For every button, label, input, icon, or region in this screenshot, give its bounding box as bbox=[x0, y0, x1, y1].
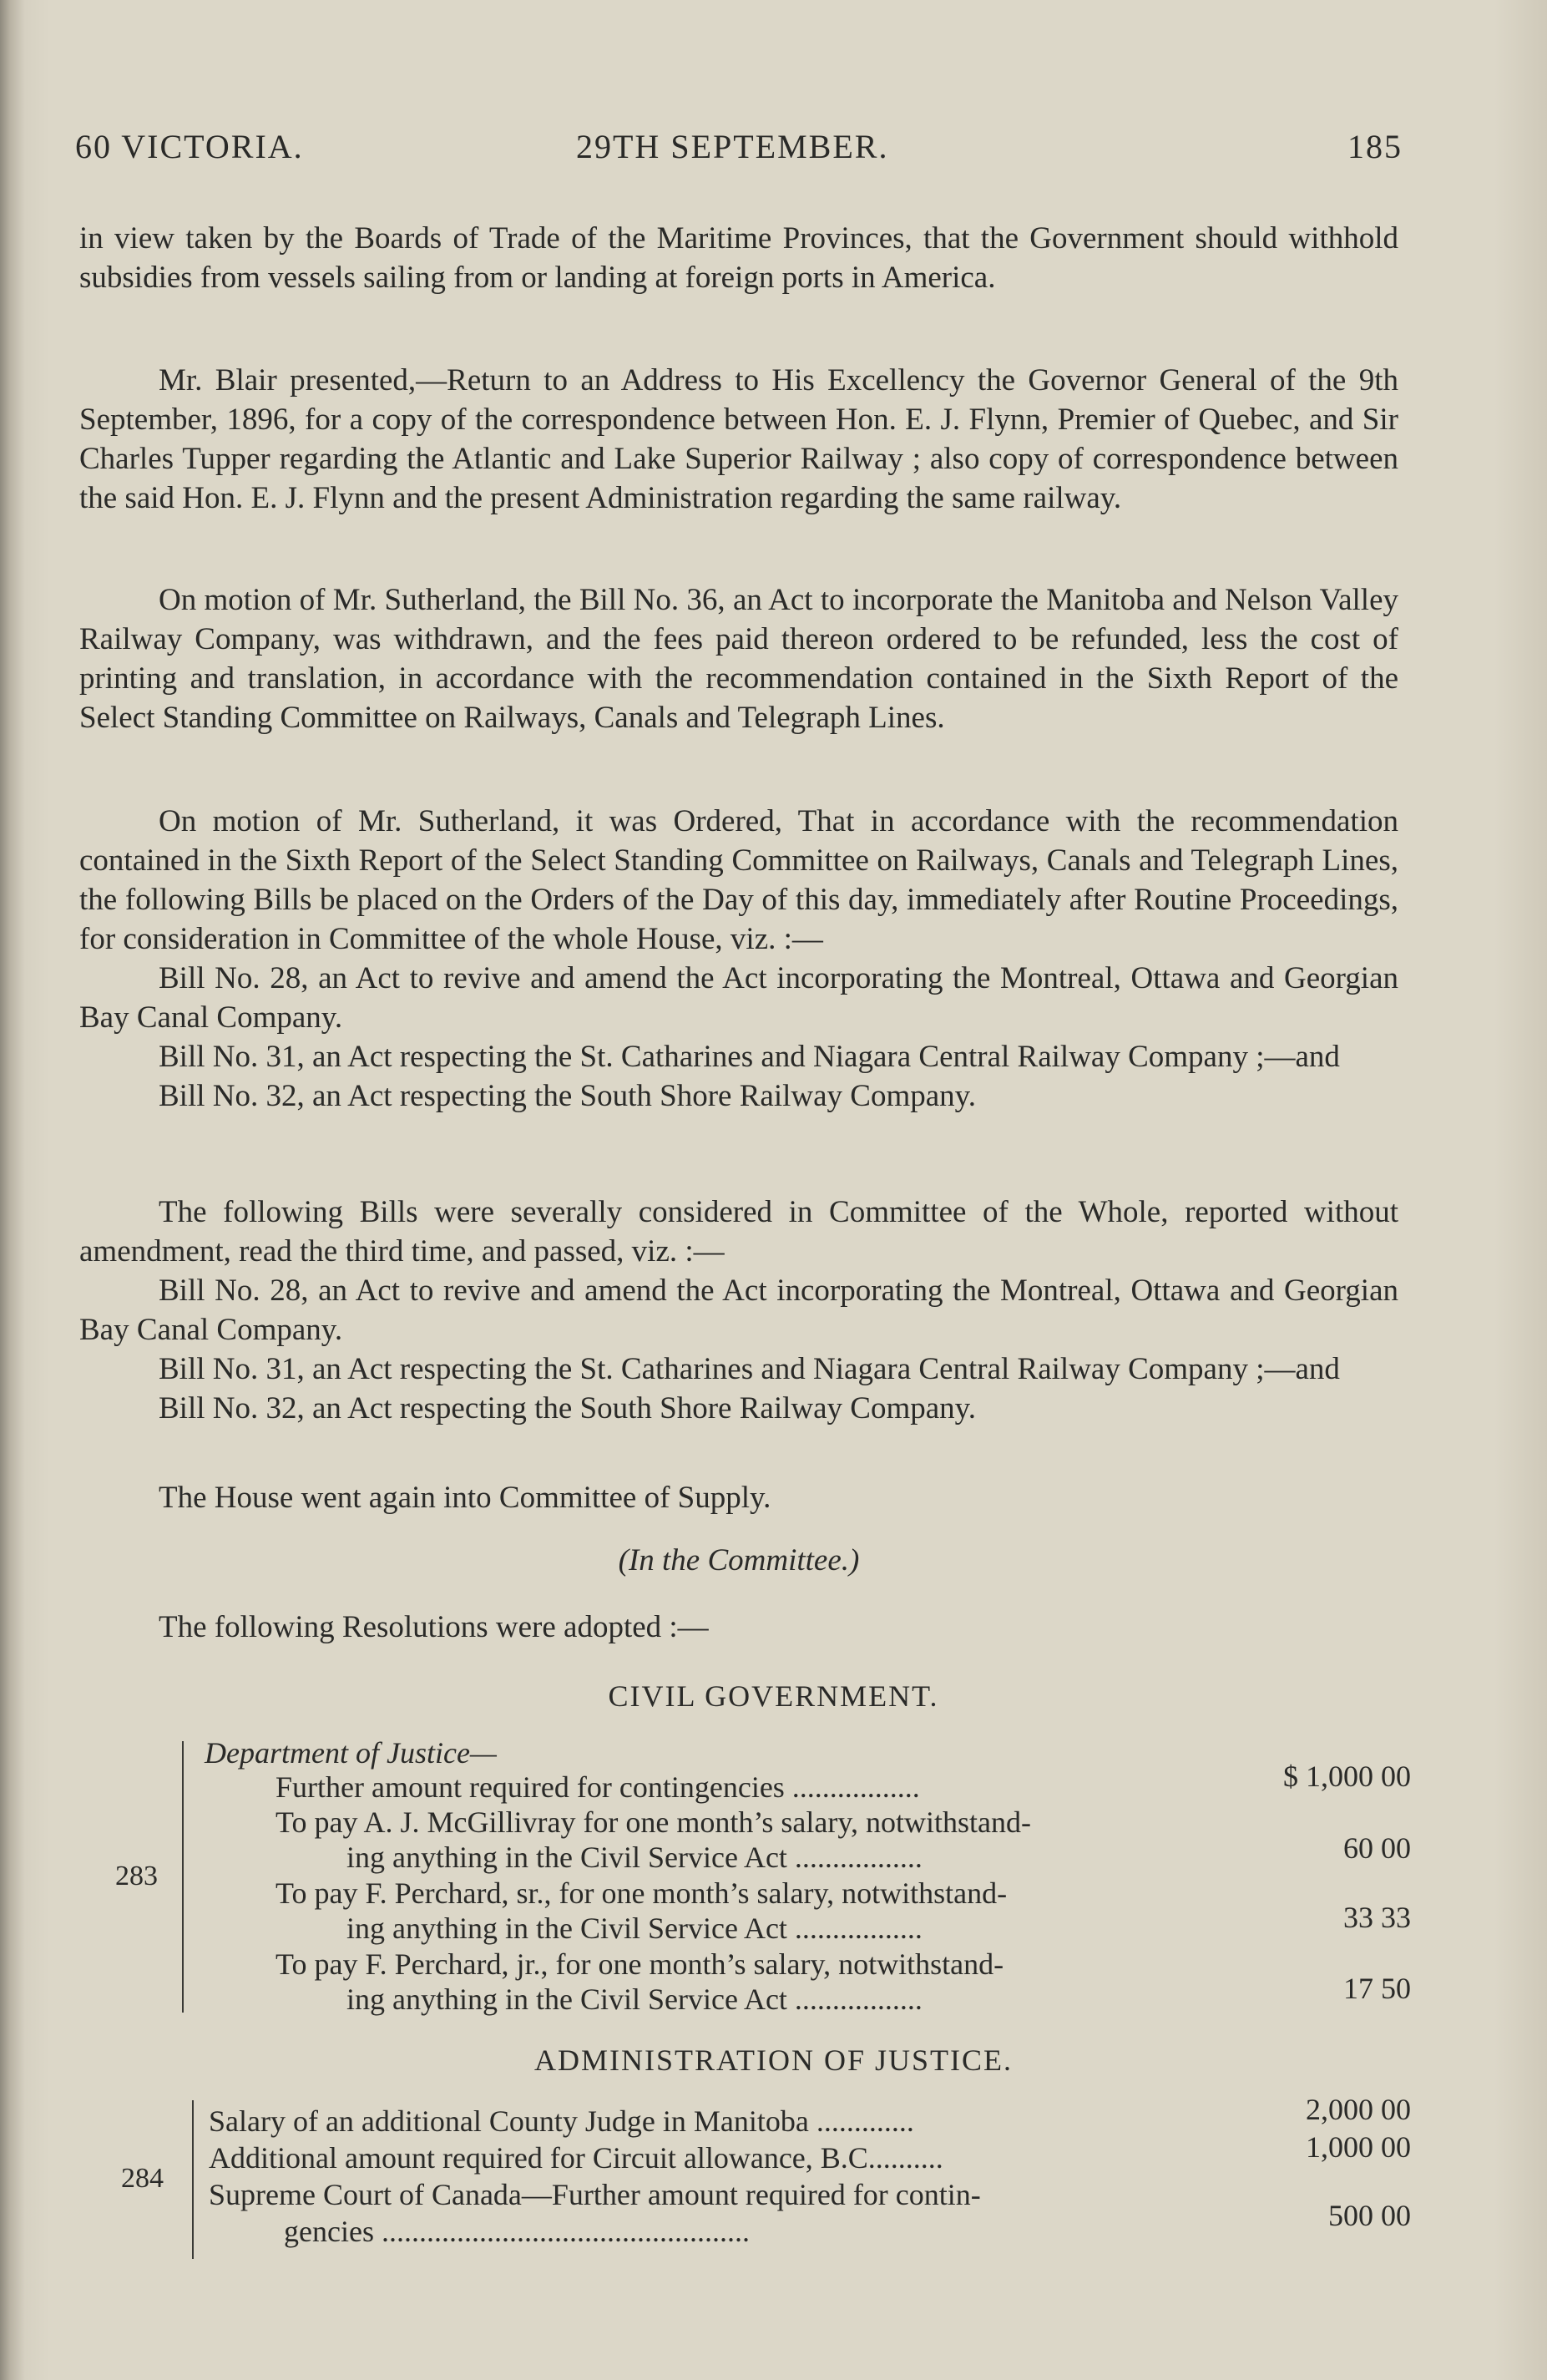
resolution-amount: 500 00 bbox=[1328, 2199, 1411, 2232]
resolution-item-line: ing anything in the Civil Service Act ................. bbox=[346, 1982, 923, 2016]
resolution-item-line: To pay A. J. McGillivray for one month’s salary, notwithstand- bbox=[276, 1805, 1032, 1839]
bill-item: Bill No. 28, an Act to revive and amend the Act incorporating the Montreal, Ottawa and Georgian Bay Canal Company. bbox=[79, 1274, 1398, 1347]
paragraph-blair-return bbox=[79, 361, 1398, 518]
paragraph-text: On motion of Mr. Sutherland, the Bill No. 36, an Act to incorporate the Manitoba and Nelson Valley Railway Company, was withdrawn, and the fees paid thereon ordered to be refunded, less the cost of printing and translation, in accordance with the recommendation contained in the Sixth Report of the Select Standing Committee on Railways, Canals and Telegraph Lines. bbox=[79, 583, 1398, 735]
paragraph-resolutions-adopted bbox=[79, 1608, 1398, 1647]
resolution-item-line: ing anything in the Civil Service Act ................. bbox=[346, 1841, 923, 1874]
resolution-item-line: Further amount required for contingencies ................. bbox=[276, 1770, 920, 1804]
running-header bbox=[75, 127, 1403, 177]
bill-item: Bill No. 28, an Act to revive and amend the Act incorporating the Montreal, Ottawa and Georgian Bay Canal Company. bbox=[79, 961, 1398, 1035]
paragraph-continuation bbox=[79, 219, 1398, 297]
paragraph-text: On motion of Mr. Sutherland, it was Ordered, That in accordance with the recommendation contained in the Sixth Report of the Select Standing Committee on Railways, Canals and Telegraph Lines, the following Bills be placed on the Orders of the Day of this day, immediately after Routine Proceedings, for consideration in Committee of the whole House, viz. :— bbox=[79, 804, 1398, 956]
paragraph-bill-36 bbox=[79, 580, 1398, 737]
section-heading-civil-government: CIVIL GOVERNMENT. bbox=[608, 1679, 939, 1713]
subheading-department-of-justice: Department of Justice— bbox=[205, 1736, 497, 1770]
bill-item: Bill No. 31, an Act respecting the St. Catharines and Niagara Central Railway Company ;—and bbox=[159, 1352, 1340, 1386]
paragraph-orders-of-day bbox=[79, 802, 1398, 1116]
resolution-item-line: ing anything in the Civil Service Act ................. bbox=[346, 1912, 923, 1945]
resolution-amount: 2,000 00 bbox=[1306, 2093, 1411, 2126]
paragraph-bills-passed bbox=[79, 1193, 1398, 1428]
bill-item: Bill No. 32, an Act respecting the South Shore Railway Company. bbox=[159, 1079, 977, 1113]
resolution-amount: $ 1,000 00 bbox=[1283, 1760, 1411, 1793]
brace bbox=[192, 2100, 194, 2259]
resolution-amount: 33 33 bbox=[1343, 1901, 1411, 1934]
resolution-item-line: gencies ................................................. bbox=[284, 2215, 750, 2248]
resolution-item-line: Supreme Court of Canada—Further amount required for contin- bbox=[209, 2178, 981, 2211]
resolution-amount: 17 50 bbox=[1343, 1972, 1411, 2005]
resolution-number: 284 bbox=[121, 2163, 164, 2194]
resolution-item-line: To pay F. Perchard, sr., for one month’s salary, notwithstand- bbox=[276, 1876, 1008, 1910]
in-committee-line bbox=[79, 1541, 1398, 1580]
section-heading-administration-of-justice: ADMINISTRATION OF JUSTICE. bbox=[533, 2043, 1013, 2077]
in-committee-text: (In the Committee.) bbox=[618, 1543, 860, 1577]
resolution-item-line: Additional amount required for Circuit allowance, B.C.......... bbox=[209, 2141, 943, 2175]
brace bbox=[182, 1741, 184, 2013]
bill-item: Bill No. 32, an Act respecting the South Shore Railway Company. bbox=[159, 1391, 977, 1425]
resolution-number: 283 bbox=[115, 1861, 158, 1891]
bill-item: Bill No. 31, an Act respecting the St. Catharines and Niagara Central Railway Company ;—and bbox=[159, 1040, 1340, 1074]
header-date: 29TH SEPTEMBER. bbox=[576, 128, 889, 165]
paragraph-text: The House went again into Committee of Supply. bbox=[159, 1481, 771, 1515]
header-session: 60 VICTORIA. bbox=[75, 128, 304, 165]
paragraph-text: Mr. Blair presented,—Return to an Address to His Excellency the Governor General of the 9th September, 1896, for a copy of the correspondence between Hon. E. J. Flynn, Premier of Quebec, and Sir Charles Tupper regarding the Atlantic and Lake Superior Railway ; also copy of correspondence between the said Hon. E. J. Flynn and the present Administration regarding the same railway. bbox=[79, 363, 1398, 515]
paragraph-committee-of-supply bbox=[79, 1478, 1398, 1517]
resolution-item-line: To pay F. Perchard, jr., for one month’s salary, notwithstand- bbox=[276, 1947, 1004, 1981]
resolution-item-line: Salary of an additional County Judge in Manitoba ............. bbox=[209, 2104, 914, 2138]
page-number: 185 bbox=[1347, 128, 1403, 165]
paragraph-text: The following Resolutions were adopted :— bbox=[159, 1610, 709, 1644]
resolution-amount: 60 00 bbox=[1343, 1831, 1411, 1865]
resolution-amount: 1,000 00 bbox=[1306, 2130, 1411, 2164]
paragraph-text: in view taken by the Boards of Trade of the Maritime Provinces, that the Government should withhold subsidies from vessels sailing from or landing at foreign ports in America. bbox=[79, 221, 1398, 295]
paragraph-text: The following Bills were severally considered in Committee of the Whole, reported without amendment, read the third time, and passed, viz. :— bbox=[79, 1195, 1398, 1268]
